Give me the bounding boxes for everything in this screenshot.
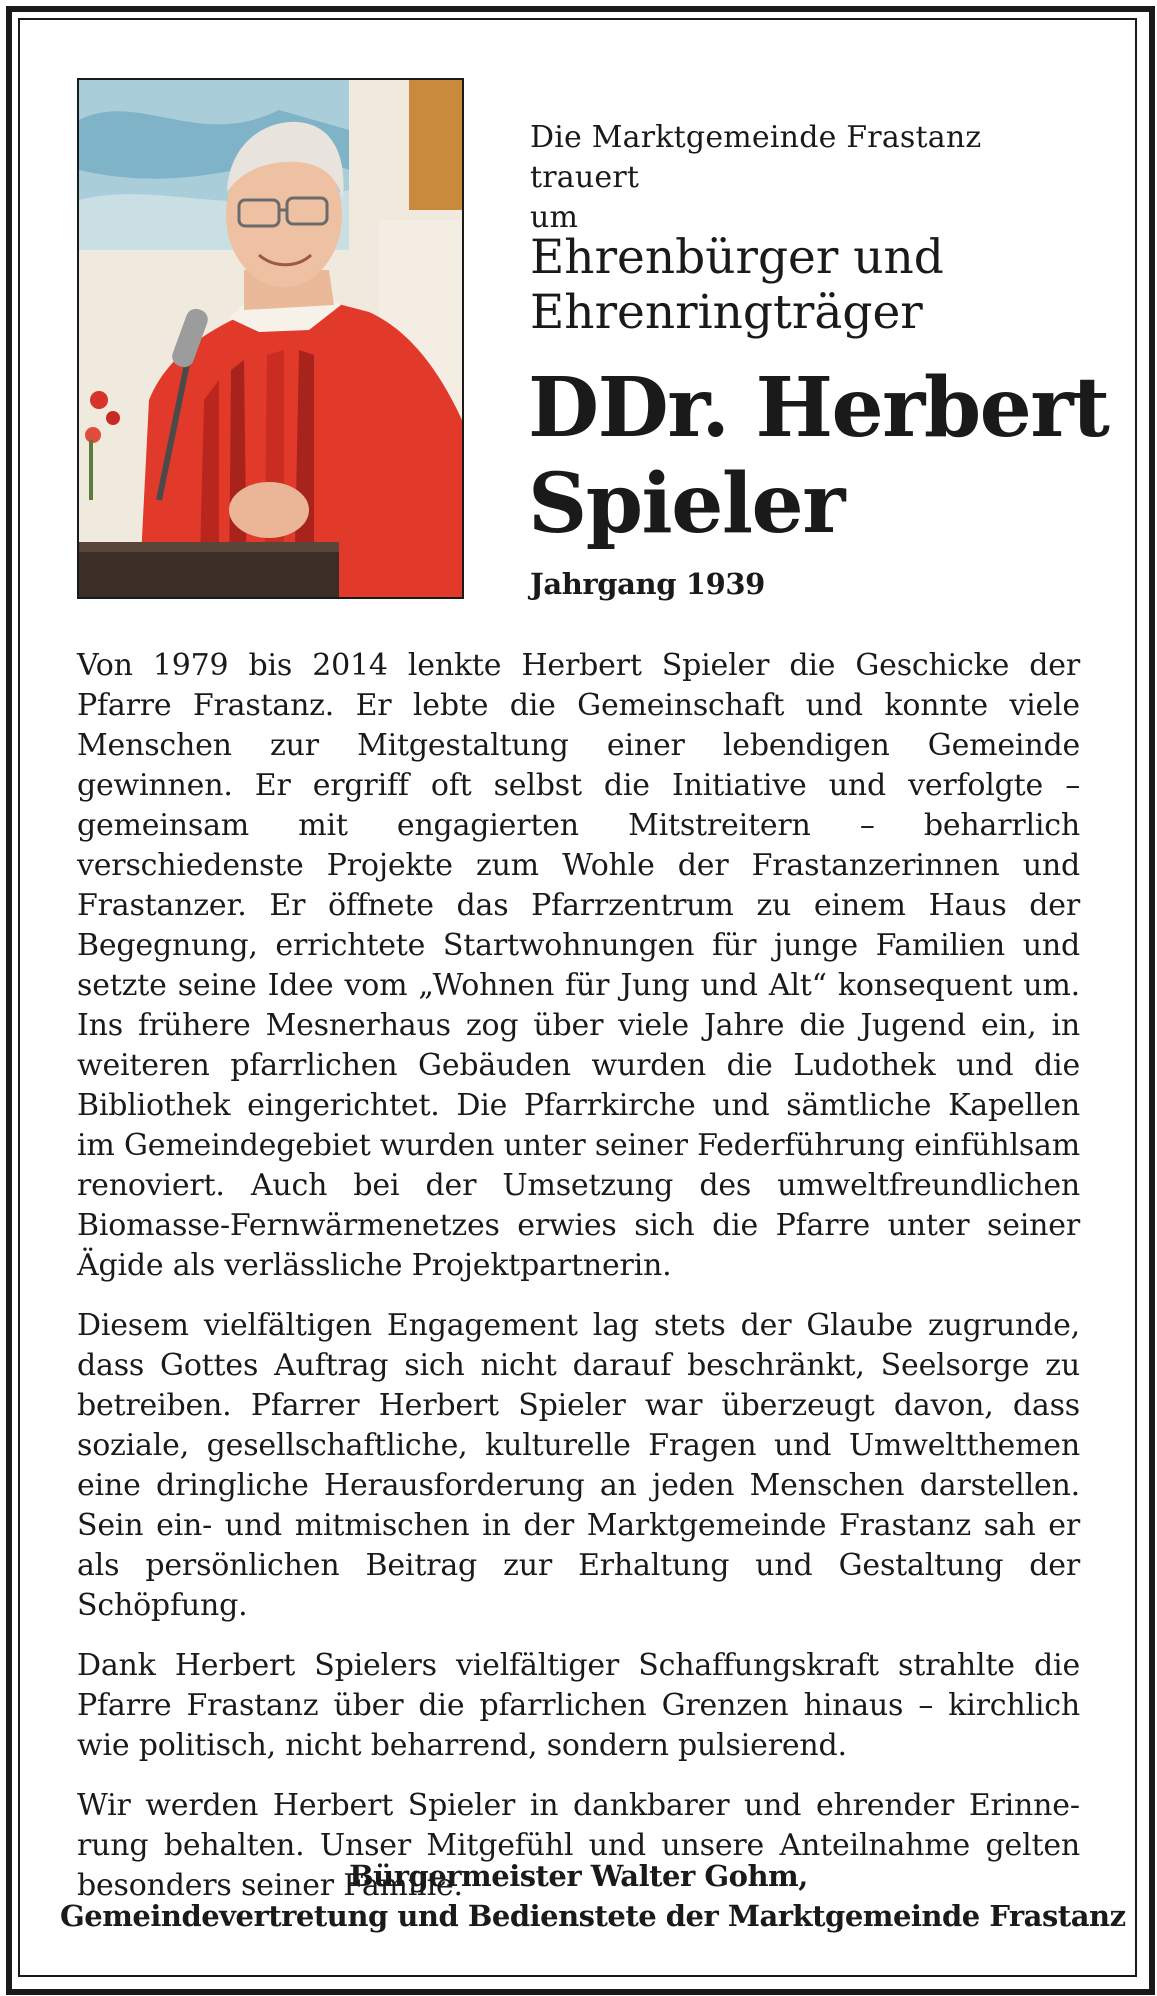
paragraph: Diesem vielfältigen Engagement lag stets der Glaube zugrunde, dass Gottes Auftrag sich nicht darauf beschränkt, Seelsorge zu betreiben. Pfarrer Herbert Spieler war überzeugt davon, dass soziale, gesellschaftliche, kulturelle Fragen und Umweltthemen eine dringliche Herausforderung an jeden Menschen darstellen. Sein ein- und mitmischen in der Marktgemeinde Frastanz sah er als persönlichen Beitrag zur Erhaltung und Gestaltung der Schöpfung. (77, 1308, 1080, 1623)
honor-title-1: Ehrenbürger und (530, 230, 944, 285)
portrait-photo (77, 78, 464, 599)
paragraph: Wir werden Herbert Spieler in dankbarer und ehrender Erinnerung behalten. Unser Mitgefühl und unsere Anteilnahme gelten besonders seiner Familie. (77, 1788, 1080, 1903)
birth-year: Jahrgang 1939 (530, 567, 765, 601)
obituary-body (77, 646, 1080, 1926)
signature-line-2: Gemeindevertretung und Bedienstete der Marktgemeinde Frastanz (60, 1899, 1126, 1933)
paragraph: Dank Herbert Spielers vielfältiger Schaffungskraft strahlte die Pfarre Frastanz über die pfarrlichen Grenzen hinaus – kirchlich wie politisch, nicht beharrend, sondern pulsierend. (77, 1648, 1080, 1763)
deceased-name (528, 360, 1128, 552)
honor-title-2: Ehrenringträger (530, 285, 923, 340)
signature-block (60, 1856, 1126, 1936)
name-line-2: Spieler (528, 456, 844, 552)
intro-line-1: Die Marktgemeinde Frastanz trauert (530, 120, 982, 195)
intro-text (530, 118, 1090, 238)
intro-line-2: um (530, 200, 579, 235)
signature-line-1: Bürgermeister Walter Gohm, (349, 1859, 808, 1893)
honor-titles (530, 230, 1090, 340)
paragraph: Von 1979 bis 2014 lenkte Herbert Spieler die Geschicke der Pfarre Frastanz. Er lebte die Gemeinschaft und konnte viele Menschen zur Mitgestaltung einer lebendigen Gemeinde gewinnen. Er ergriff oft selbst die Initiative und verfolgte – gemeinsam mit engagierten Mitstreitern – beharrlich verschiedenste Projekte zum Wohle der Frastanzerinnen und Frastanzer. Er öffnete das Pfarrzentrum zu einem Haus der Begegnung, errichtete Startwohnungen für junge Familien und setzte seine Idee vom „Wohnen für Jung und Alt“ konsequent um. Ins frühere Mesnerhaus zog über viele Jahre die Jugend ein, in weiteren pfarrlichen Gebäuden wurden die Ludothek und die Bibliothek eingerichtet. Die Pfarrkirche und sämtliche Kapellen im Gemeindegebiet wurden unter seiner Federführung einfühlsam renoviert. Auch bei der Umsetzung des umweltfreundlichen Biomasse-Fernwärmenetzes erwies sich die Pfarre unter seiner Ägide als verlässliche Projektpartnerin. (77, 648, 1080, 1283)
name-line-1: DDr. Herbert (528, 360, 1109, 456)
